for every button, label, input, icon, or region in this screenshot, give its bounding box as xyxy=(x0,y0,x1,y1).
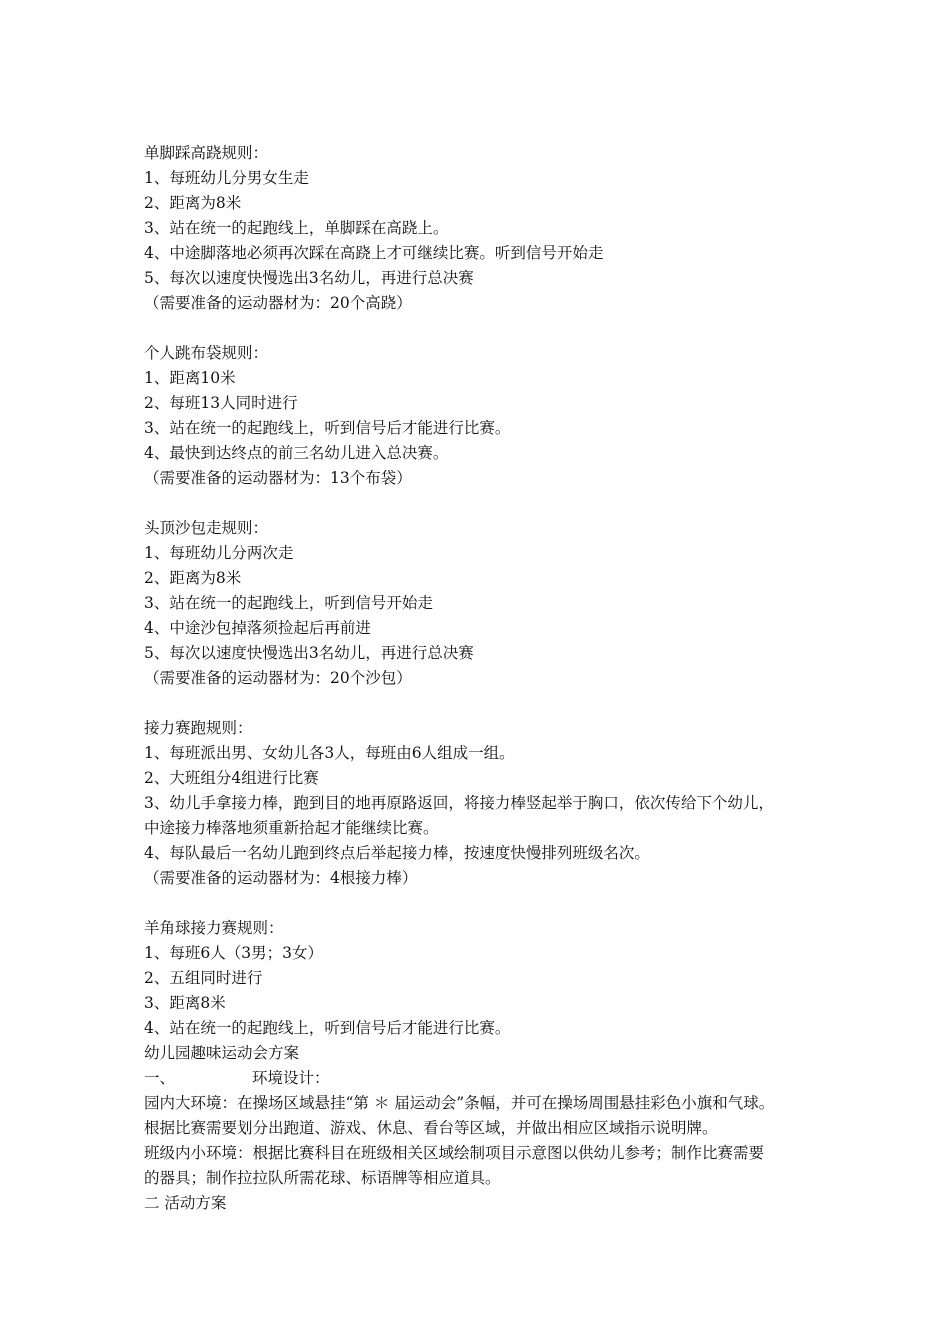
section-title: 接力赛跑规则： xyxy=(144,719,253,737)
env-line: 根据比赛需要划分出跑道、游戏、休息、看台等区域，并做出相应区域指示说明牌。 xyxy=(144,1119,718,1137)
paragraph-gap xyxy=(144,891,824,916)
rule-item-continued: 中途接力棒落地须重新拾起才能继续比赛。 xyxy=(144,819,439,837)
rule-item: 2、大班组分4组进行比赛 xyxy=(144,769,319,787)
env-heading: 环境设计： xyxy=(252,1069,330,1087)
env-line: 班级内小环境：根据比赛科目在班级相关区域绘制项目示意图以供幼儿参考；制作比赛需要 xyxy=(144,1144,765,1162)
env-line: 的器具；制作拉拉队所需花球、标语牌等相应道具。 xyxy=(144,1169,501,1187)
document-body xyxy=(144,141,824,1216)
section-title: 羊角球接力赛规则： xyxy=(144,919,284,937)
rule-item: 3、幼儿手拿接力棒，跑到目的地再原路返回，将接力棒竖起举于胸口，依次传给下个幼儿， xyxy=(144,794,774,812)
rule-item: 2、每班13人同时进行 xyxy=(144,394,298,412)
rule-item: 3、站在统一的起跑线上，听到信号开始走 xyxy=(144,594,433,612)
section-title: 个人跳布袋规则： xyxy=(144,344,269,362)
paragraph-gap xyxy=(144,316,824,341)
rule-item: 1、每班6人（3男；3女） xyxy=(144,944,323,962)
section-title: 头顶沙包走规则： xyxy=(144,519,269,537)
rule-item: 4、每队最后一名幼儿跑到终点后举起接力棒，按速度快慢排列班级名次。 xyxy=(144,844,650,862)
rule-item: 4、中途脚落地必须再次踩在高跷上才可继续比赛。听到信号开始走 xyxy=(144,244,604,262)
rule-item: 2、距离为8米 xyxy=(144,194,242,212)
env-heading-line xyxy=(144,1066,824,1091)
equipment-note: （需要准备的运动器材为：20个沙包） xyxy=(144,669,412,687)
rule-item: 3、站在统一的起跑线上，单脚踩在高跷上。 xyxy=(144,219,449,237)
rule-item: 4、中途沙包掉落须捡起后再前进 xyxy=(144,619,371,637)
equipment-note: （需要准备的运动器材为：4根接力棒） xyxy=(144,869,418,887)
paragraph-gap xyxy=(144,691,824,716)
rule-item: 5、每次以速度快慢选出3名幼儿，再进行总决赛 xyxy=(144,644,474,662)
section-title: 单脚踩高跷规则： xyxy=(144,144,269,162)
rule-item: 5、每次以速度快慢选出3名幼儿，再进行总决赛 xyxy=(144,269,474,287)
rule-item: 4、最快到达终点的前三名幼儿进入总决赛。 xyxy=(144,444,449,462)
plan-title: 幼儿园趣味运动会方案 xyxy=(144,1044,300,1062)
env-number: 一、 xyxy=(144,1069,176,1087)
rule-item: 1、距离10米 xyxy=(144,369,236,387)
rule-item: 1、每班派出男、女幼儿各3人，每班由6人组成一组。 xyxy=(144,744,515,762)
rule-item: 1、每班幼儿分男女生走 xyxy=(144,169,309,187)
equipment-note: （需要准备的运动器材为：13个布袋） xyxy=(144,469,412,487)
env-line: 园内大环境：在操场区域悬挂“第 ＊ 届运动会”条幅，并可在操场周围悬挂彩色小旗和气球。 xyxy=(144,1094,775,1112)
paragraph-gap xyxy=(144,491,824,516)
equipment-note: （需要准备的运动器材为：20个高跷） xyxy=(144,294,412,312)
rule-item: 1、每班幼儿分两次走 xyxy=(144,544,294,562)
activity-heading: 二 活动方案 xyxy=(144,1194,227,1212)
rule-item: 2、距离为8米 xyxy=(144,569,242,587)
rule-item: 2、五组同时进行 xyxy=(144,969,263,987)
rule-item: 3、距离8米 xyxy=(144,994,226,1012)
rule-item: 4、站在统一的起跑线上，听到信号后才能进行比赛。 xyxy=(144,1019,511,1037)
rule-item: 3、站在统一的起跑线上，听到信号后才能进行比赛。 xyxy=(144,419,511,437)
